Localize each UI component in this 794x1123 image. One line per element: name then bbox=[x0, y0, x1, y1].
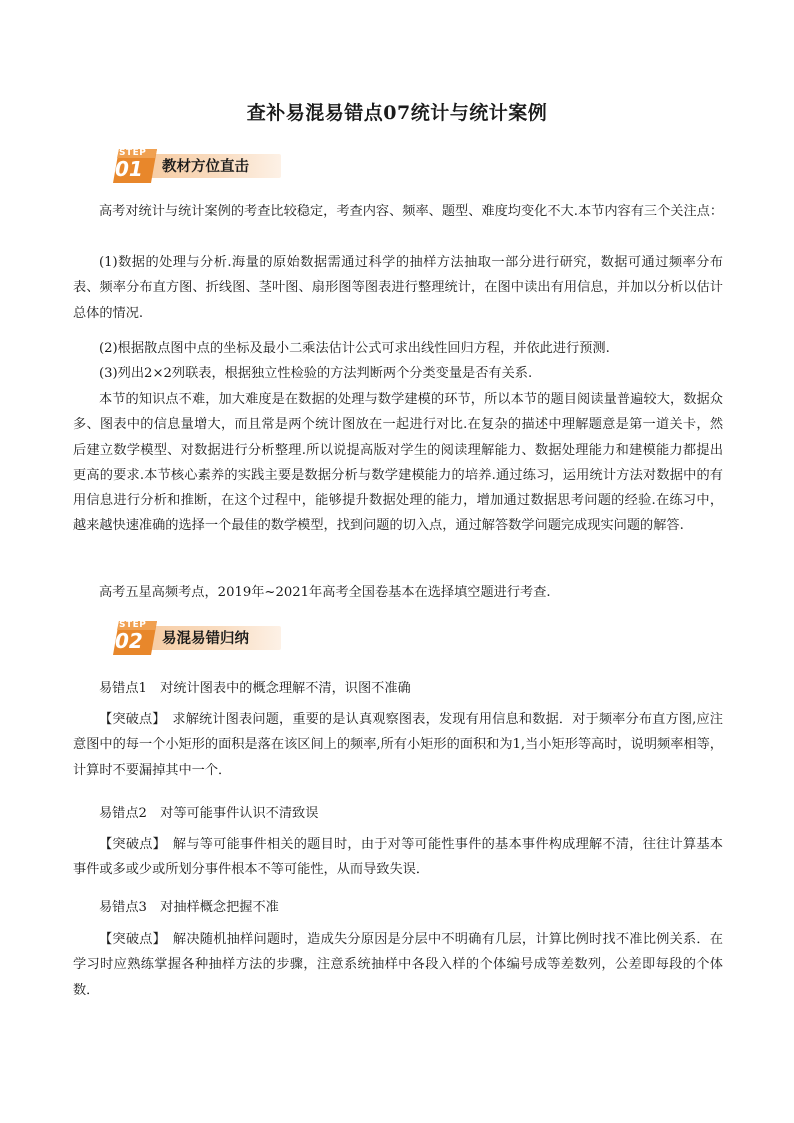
paragraph: (2)根据散点图中点的坐标及最小二乘法估计公式可求出线性回归方程，并依此进行预测. bbox=[99, 341, 610, 356]
breakthrough-paragraph: 【突破点】 解决随机抽样问题时，造成失分原因是分层中不明确有几层，计算比例时找不准比例关系．在学习时应熟练掌握各种抽样方法的步骤，注意系统抽样中各段入样的个体编号成等差数列，公差即每段的个体数． bbox=[73, 932, 723, 998]
section-heading: 教材方位直击 bbox=[162, 159, 249, 175]
paragraph: 高考对统计与统计案例的考查比较稳定，考查内容、频率、题型、难度均变化不大.本节内容有三个关注点： bbox=[99, 204, 724, 219]
section-banner-01 bbox=[103, 146, 293, 186]
step-label: STEP bbox=[119, 148, 147, 158]
section-banner-02 bbox=[103, 618, 293, 658]
paragraph: (1)数据的处理与分析.海量的原始数据需通过科学的抽样方法抽取一部分进行研究，数据可通过频率分布表、频率分布直方图、折线图、茎叶图、扇形图等图表进行整理统计，在图中读出有用信息，并加以分析以估计总体的情况. bbox=[73, 255, 723, 321]
section-heading: 易混易错归纳 bbox=[162, 631, 249, 647]
paragraph: 本节的知识点不难，加大难度是在数据的处理与数学建模的环节，所以本节的题目阅读量普遍较大，数据众多、图表中的信息量增大，而且常是两个统计图放在一起进行对比.在复杂的描述中理解题意是第一道关卡，然后建立数学模型、对数据进行分析整理.所以说提高版对学生的阅读理解能力、数据处理能力和建模能力都提出更高的要求.本节核心素养的实践主要是数据分析与数学建模能力的培养.通过练习，运用统计方法对数据中的有用信息进行分析和推断，在这个过程中，能够提升数据处理的能力，增加通过数据思考问题的经验.在练习中，越来越快速准确的选择一个最佳的数学模型，找到问题的切入点，通过解答数学问题完成现实问题的解答. bbox=[73, 392, 724, 534]
step-label: STEP bbox=[119, 620, 147, 630]
error-point-heading: 易错点2 对等可能事件认识不清致误 bbox=[99, 806, 319, 821]
breakthrough-paragraph: 【突破点】 解与等可能事件相关的题目时，由于对等可能性事件的基本事件构成理解不清，往往计算基本事件或多或少或所划分事件根本不等可能性，从而导致失误． bbox=[73, 837, 723, 878]
breakthrough-paragraph: 【突破点】 求解统计图表问题，重要的是认真观察图表，发现有用信息和数据．对于频率分布直方图,应注意图中的每一个小矩形的面积是落在该区间上的频率,所有小矩形的面积和为1,当小矩形等高时，说明频率相等，计算时不要漏掉其中一个． bbox=[73, 712, 723, 778]
step-number: 02 bbox=[115, 629, 143, 653]
error-point-heading: 易错点3 对抽样概念把握不准 bbox=[99, 900, 279, 915]
step-number: 01 bbox=[115, 157, 143, 181]
paragraph: (3)列出2×2列联表，根据独立性检验的方法判断两个分类变量是否有关系. bbox=[99, 366, 533, 381]
error-point-heading: 易错点1 对统计图表中的概念理解不清，识图不准确 bbox=[99, 681, 411, 696]
paragraph: 高考五星高频考点，2019年~2021年高考全国卷基本在选择填空题进行考查. bbox=[99, 585, 551, 600]
page-title: 查补易混易错点07统计与统计案例 bbox=[246, 102, 548, 124]
